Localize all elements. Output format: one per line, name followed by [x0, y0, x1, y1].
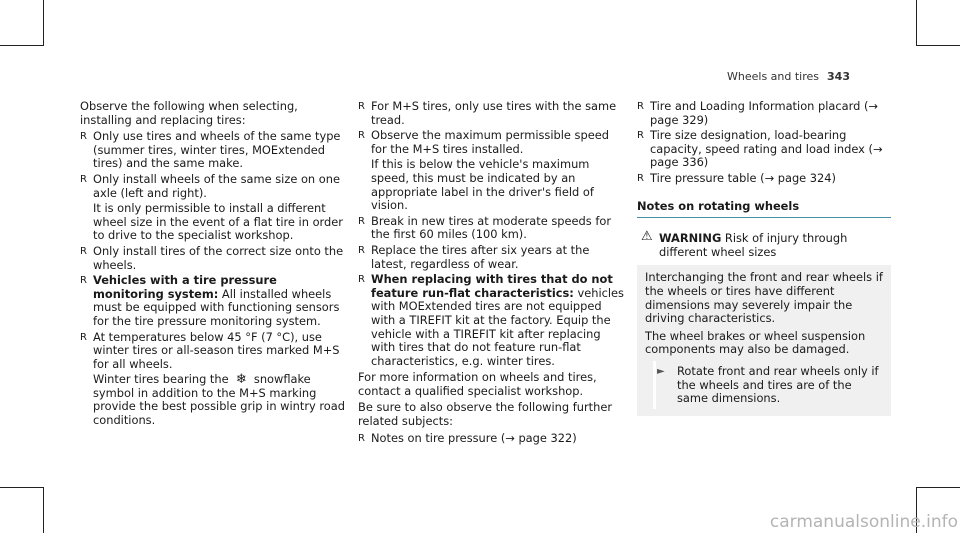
bullet-icon: R [80, 245, 87, 257]
bullet-icon: R [358, 215, 365, 227]
step-text: Rotate front and rear wheels only if the wheels and tires are of the same dimensions. [677, 363, 879, 406]
tire-rules-list-continued [358, 100, 628, 368]
warning-icon: ⚠ [641, 229, 653, 245]
list-item-text: Only use tires and wheels of the same type (summer tires, winter tires, MOExtended tires) and the same make. [93, 129, 341, 171]
column-1 [80, 100, 350, 431]
bullet-icon: R [80, 173, 87, 185]
note-text: snowflake symbol in addition to the M+S marking provide the best possible grip in wintry road conditions. [93, 372, 345, 428]
list-item-note: It is only permissible to install a different wheel size in the event of a flat tire in order to drive to the specialist workshop. [93, 201, 343, 243]
bullet-icon: R [80, 131, 87, 143]
list-item [358, 273, 628, 368]
warning-title: Risk of injury through different wheel sizes [659, 231, 848, 259]
list-item [80, 274, 350, 328]
list-item [80, 331, 350, 428]
bullet-icon: R [358, 274, 365, 286]
bullet-icon: R [80, 331, 87, 343]
column-2 [358, 100, 628, 448]
related-link[interactable] [637, 129, 891, 170]
related-link-text: Tire pressure table (→ page 324) [650, 170, 836, 185]
tire-rules-list [80, 130, 350, 427]
list-item [358, 215, 628, 242]
bullet-icon: R [80, 275, 87, 287]
related-link[interactable] [637, 172, 891, 186]
crop-mark [916, 0, 917, 46]
bullet-icon: R [637, 172, 644, 184]
crop-mark [916, 487, 960, 488]
related-link-text: Tire size designation, load-bearing capacity, speed rating and load index (→ page 336) [650, 128, 883, 170]
snowflake-icon: ❄ [235, 372, 247, 388]
crop-mark [43, 487, 44, 533]
section-title: Wheels and tires [727, 70, 820, 83]
list-item-text: At temperatures below 45 °F (7 °C), use winter tires or all-season tires marked M+S for all wheels. [93, 329, 340, 371]
crop-mark [916, 45, 960, 46]
related-link[interactable] [358, 432, 628, 446]
list-item-note [93, 373, 350, 427]
intro-text: Observe the following when selecting, installing and replacing tires: [80, 99, 298, 127]
list-item-text: For M+S tires, only use tires with the same tread. [371, 99, 617, 127]
bullet-icon: R [358, 432, 365, 444]
crop-mark [0, 45, 44, 46]
list-item [80, 245, 350, 272]
crop-mark [43, 0, 44, 46]
list-item-bold: When replacing with tires that do not feature run-flat characteristics: [371, 272, 613, 300]
warning-step [645, 365, 883, 406]
warning-box [637, 224, 891, 416]
list-item-text: Break in new tires at moderate speeds for the first 60 miles (100 km). [371, 213, 612, 242]
note-text: Winter tires bearing the [93, 372, 233, 387]
bullet-icon: R [637, 101, 644, 112]
warning-header [637, 224, 891, 265]
list-item-text: vehicles with MOExtended tires are not equipped with a TIREFIT kit at the factory. Equip the vehicle with a TIREFIT kit after replacing with tires that do not feature run-flat characteristics, e.g. winter tires. [371, 285, 624, 368]
bullet-icon: R [358, 244, 365, 256]
list-item-text: Only install tires of the correct size onto the wheels. [93, 243, 344, 272]
related-subjects-list [358, 432, 628, 446]
list-item-text: Only install wheels of the same size on one axle (left and right). [93, 171, 340, 200]
related-link-text: Tire and Loading Information placard (→ page 329) [650, 99, 878, 127]
related-intro-text: Be sure to also observe the following further related subjects: [358, 400, 613, 429]
page-number: 343 [827, 70, 850, 83]
list-item-text: Observe the maximum permissible speed for the M+S tires installed. [371, 128, 609, 156]
bullet-icon: R [637, 130, 644, 142]
watermark: carmanualsonline.info [769, 512, 958, 533]
page-header [727, 70, 850, 84]
related-subjects-list-continued [637, 100, 891, 186]
related-link-text: Notes on tire pressure (→ page 322) [371, 430, 577, 445]
step-bar [653, 361, 656, 409]
bullet-icon: R [358, 101, 365, 112]
bullet-icon: R [358, 130, 365, 142]
list-item-note: If this is below the vehicle's maximum speed, this must be indicated by an appropriate label in the driver's field of vision. [371, 157, 594, 213]
warning-paragraph: Interchanging the front and rear wheels if the wheels or tires have different dimensions may severely impair the driving characteristics. [645, 270, 883, 326]
crop-mark [0, 487, 44, 488]
column-3 [637, 100, 891, 416]
list-item [358, 100, 628, 127]
list-item [80, 130, 350, 171]
warning-label: WARNING [659, 231, 722, 246]
list-item [358, 244, 628, 271]
list-item-text: Replace the tires after six years at the latest, regardless of wear. [371, 242, 590, 271]
list-item [358, 129, 628, 213]
related-link[interactable] [637, 100, 891, 127]
list-item-text: All installed wheels must be equipped with functioning sensors for the tire pressure monitoring system. [93, 286, 340, 328]
more-info-text: For more information on wheels and tires, contact a qualified specialist workshop. [358, 370, 597, 398]
step-arrow-icon: ► [657, 365, 665, 377]
warning-paragraph: The wheel brakes or wheel suspension components may also be damaged. [645, 328, 866, 357]
list-item [80, 173, 350, 243]
section-heading: Notes on rotating wheels [637, 200, 891, 219]
list-item-bold: Vehicles with a tire pressure monitoring system: [93, 273, 277, 301]
warning-body [637, 265, 891, 405]
